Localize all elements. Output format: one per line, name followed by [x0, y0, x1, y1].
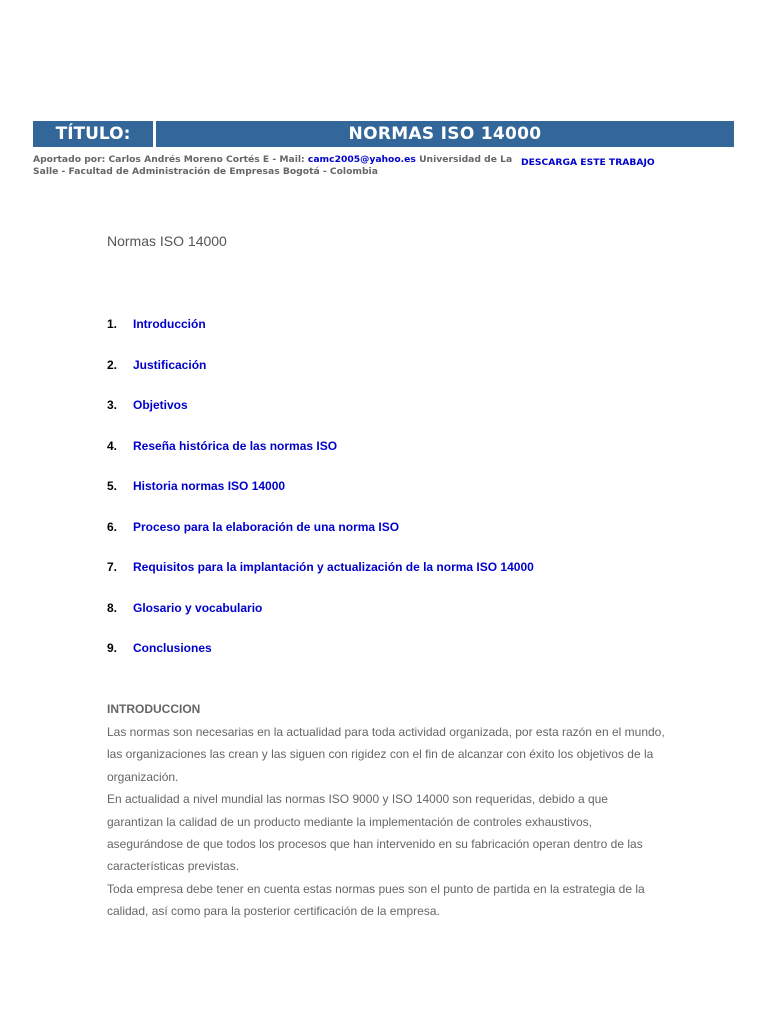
section-heading-introduccion: INTRODUCCION [107, 702, 201, 716]
page-title: NORMAS ISO 14000 [156, 121, 734, 147]
toc-item [107, 559, 534, 600]
toc-link-proceso-elaboracion[interactable]: Proceso para la elaboración de una norma ISO [133, 519, 400, 534]
toc-item [107, 478, 534, 519]
title-bar [33, 121, 734, 147]
toc-number: 7. [107, 560, 118, 574]
toc-link-conclusiones[interactable]: Conclusiones [133, 641, 212, 655]
toc-link-objetivos[interactable]: Objetivos [133, 398, 188, 412]
toc-item [107, 316, 534, 357]
credits [33, 154, 513, 178]
title-label: TÍTULO: [33, 121, 153, 147]
toc-number: 5. [107, 479, 118, 493]
toc-number: 1. [107, 317, 118, 331]
toc-number: 2. [107, 357, 118, 372]
paragraph: Toda empresa debe tener en cuenta estas normas pues son el punto de partida en la estrategia de la calidad, así como para la posterior certificación de la empresa. [107, 881, 645, 919]
toc-link-historia-iso-14000[interactable]: Historia normas ISO 14000 [133, 479, 286, 493]
download-link[interactable]: DESCARGA ESTE TRABAJO [521, 157, 655, 168]
paragraph: En actualidad a nivel mundial las normas ISO 9000 y ISO 14000 son requeridas, debido a que garantizan la calidad de un producto mediante la implementación de controles exhaustivos, asegurándose de que todos los procesos que han intervenido en su fabricación operan dentro de las características previstas. [107, 792, 643, 874]
toc-item [107, 600, 534, 641]
table-of-contents [107, 316, 534, 681]
toc-item [107, 357, 534, 398]
toc-number: 8. [107, 600, 118, 615]
toc-item [107, 519, 534, 560]
introduction-body [107, 721, 667, 923]
toc-number: 6. [107, 519, 118, 534]
toc-link-requisitos[interactable]: Requisitos para la implantación y actualización de la norma ISO 14000 [133, 560, 534, 574]
toc-number: 3. [107, 398, 118, 412]
toc-item [107, 438, 534, 479]
paragraph: Las normas son necesarias en la actualidad para toda actividad organizada, por esta razón en el mundo, las organizaciones las crean y las siguen con rigidez con el fin de alcanzar con éxito los objetivos de la organización. [107, 725, 665, 784]
toc-number: 4. [107, 438, 118, 453]
credits-suffix: Universidad de La Salle - Facultad de Administración de Empresas Bogotá - Colombia [33, 154, 513, 177]
toc-link-resena-historica[interactable]: Reseña histórica de las normas ISO [133, 438, 338, 453]
toc-item [107, 397, 534, 438]
author-email-link[interactable]: camc2005@yahoo.es [307, 154, 416, 165]
toc-link-introduccion[interactable]: Introducción [133, 317, 206, 331]
toc-link-glosario[interactable]: Glosario y vocabulario [133, 600, 263, 615]
document-title: Normas ISO 14000 [107, 233, 227, 249]
toc-item [107, 640, 534, 681]
toc-link-justificacion[interactable]: Justificación [133, 357, 207, 372]
credits-prefix: Aportado por: Carlos Andrés Moreno Cortés E - Mail: [33, 154, 308, 165]
toc-number: 9. [107, 641, 118, 655]
